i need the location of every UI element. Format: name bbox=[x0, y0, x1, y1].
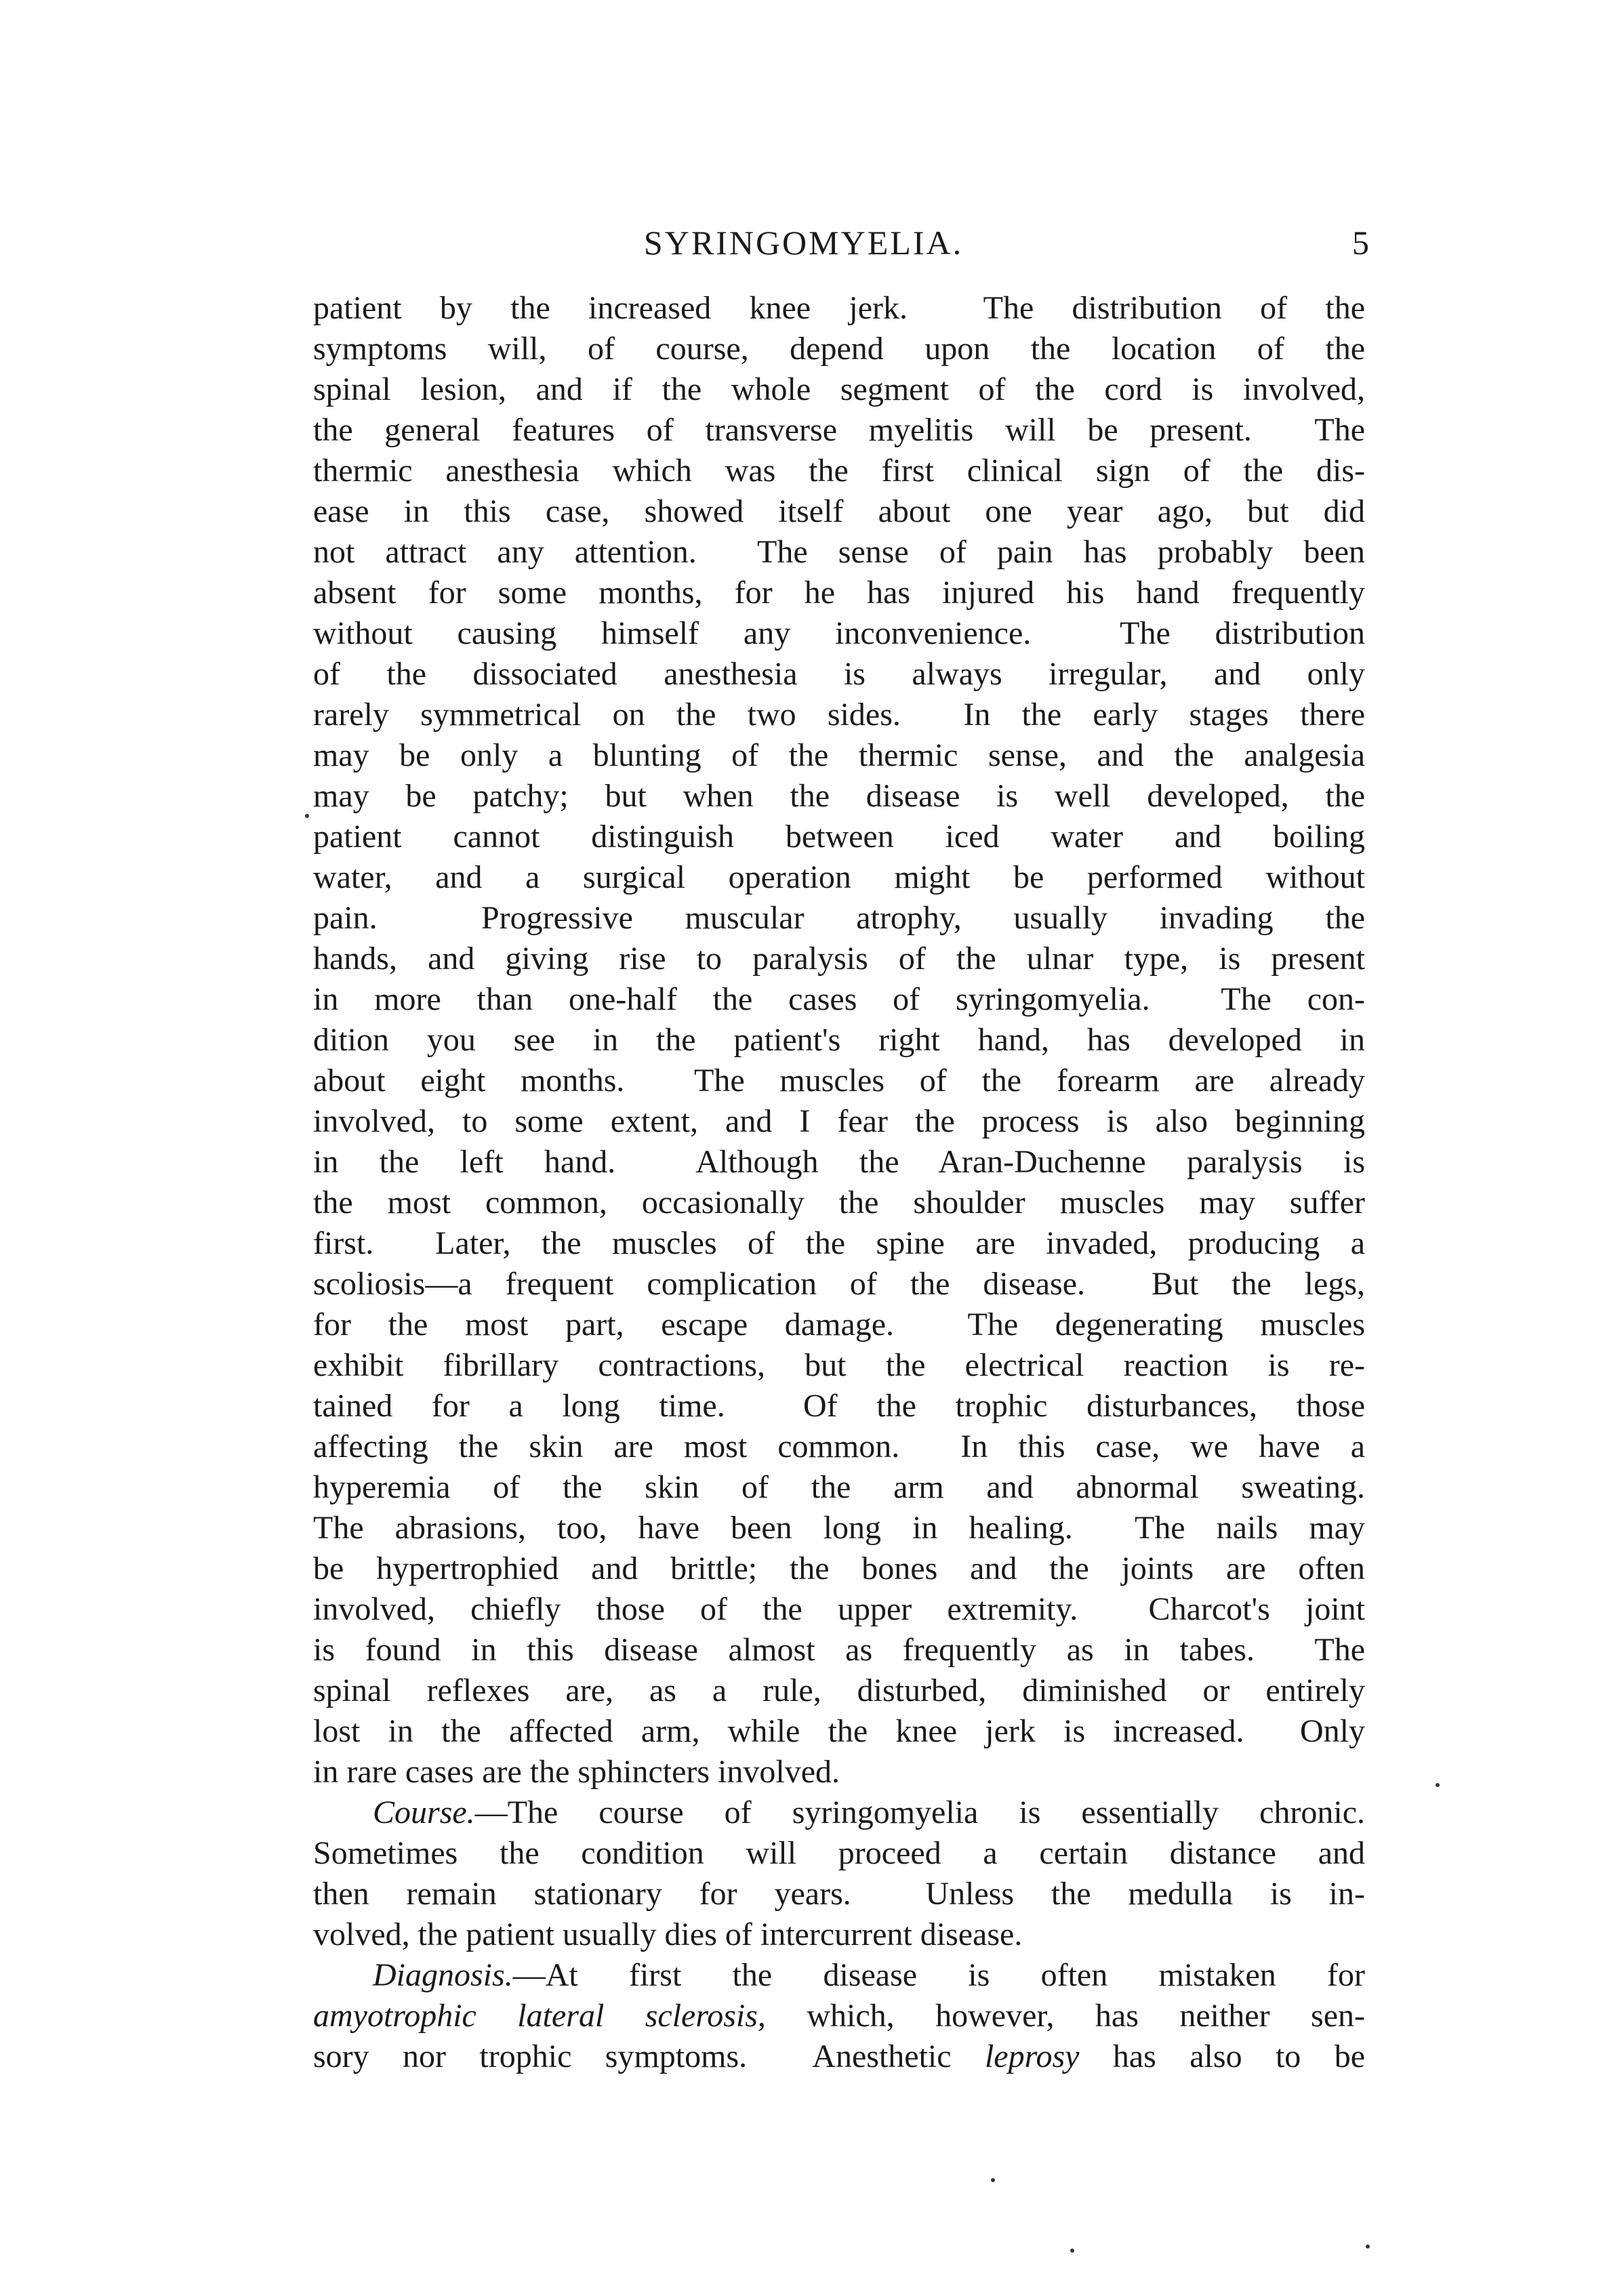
text-run: —The course of syringomyelia is essentially chronic. bbox=[474, 1795, 1365, 1830]
text-run: then remain stationary for years. Unless the medulla is in- bbox=[313, 1876, 1365, 1912]
text-line bbox=[313, 410, 1365, 451]
text-run: first. Later, the muscles of the spine are invaded, producing a bbox=[313, 1225, 1365, 1261]
italic-text-run: Course. bbox=[373, 1795, 475, 1830]
text-run: may be patchy; but when the disease is well developed, the bbox=[313, 778, 1365, 814]
italic-text-run: leprosy bbox=[984, 2038, 1080, 2074]
text-run: spinal reflexes are, as a rule, disturbed, diminished or entirely bbox=[313, 1673, 1365, 1708]
text-line bbox=[313, 735, 1365, 776]
text-run: not attract any attention. The sense of pain has probably been bbox=[313, 534, 1365, 570]
text-run: symptoms will, of course, depend upon the location of the bbox=[313, 331, 1365, 367]
text-line bbox=[313, 1955, 1365, 1996]
text-run: the general features of transverse myelitis will be present. The bbox=[313, 412, 1365, 448]
text-line bbox=[313, 532, 1365, 573]
body-text bbox=[313, 288, 1365, 2077]
text-line bbox=[313, 1508, 1365, 1549]
text-run: about eight months. The muscles of the forearm are already bbox=[313, 1063, 1365, 1099]
text-run: absent for some months, for he has injured his hand frequently bbox=[313, 575, 1365, 611]
text-run: patient by the increased knee jerk. The distribution of the bbox=[313, 290, 1365, 326]
text-line bbox=[313, 1792, 1365, 1833]
text-run: the most common, occasionally the shoulder muscles may suffer bbox=[313, 1185, 1365, 1221]
text-run: has also to be bbox=[1079, 2038, 1365, 2074]
text-run: in more than one-half the cases of syringomyelia. The con- bbox=[313, 981, 1365, 1017]
text-run: involved, to some extent, and I fear the process is also beginning bbox=[313, 1103, 1365, 1139]
text-run: tained for a long time. Of the trophic disturbances, those bbox=[313, 1388, 1365, 1424]
text-run: lost in the affected arm, while the knee jerk is increased. Only bbox=[313, 1713, 1365, 1749]
text-run: which, however, has neither sen- bbox=[765, 1998, 1365, 2034]
text-line bbox=[313, 1630, 1365, 1670]
text-run: without causing himself any inconvenience. The distribution bbox=[313, 615, 1365, 651]
text-run: affecting the skin are most common. In this case, we have a bbox=[313, 1429, 1365, 1464]
text-line bbox=[313, 1142, 1365, 1183]
text-line bbox=[313, 1305, 1365, 1345]
text-line bbox=[313, 1020, 1365, 1061]
text-run: for the most part, escape damage. The degenerating muscles bbox=[313, 1307, 1365, 1342]
text-run: of the dissociated anesthesia is always irregular, and only bbox=[313, 656, 1365, 692]
text-run: hyperemia of the skin of the arm and abnormal sweating. bbox=[313, 1469, 1365, 1505]
text-run: in the left hand. Although the Aran-Duchenne paralysis is bbox=[313, 1144, 1365, 1180]
text-line bbox=[313, 1264, 1365, 1305]
text-line bbox=[313, 1589, 1365, 1630]
text-line bbox=[313, 817, 1365, 857]
text-line bbox=[313, 1874, 1365, 1914]
text-run: —At first the disease is often mistaken for bbox=[512, 1957, 1365, 1993]
running-head bbox=[0, 216, 1607, 270]
text-line bbox=[313, 939, 1365, 979]
text-line bbox=[313, 329, 1365, 369]
text-run: be hypertrophied and brittle; the bones and the joints are often bbox=[313, 1551, 1365, 1586]
text-line bbox=[313, 369, 1365, 410]
text-run: pain. Progressive muscular atrophy, usually invading the bbox=[313, 900, 1365, 936]
text-run: involved, chiefly those of the upper extremity. Charcot's joint bbox=[313, 1591, 1365, 1627]
text-line bbox=[313, 491, 1365, 532]
text-run: dition you see in the patient's right hand, has developed in bbox=[313, 1022, 1365, 1058]
text-line bbox=[313, 1223, 1365, 1264]
text-line bbox=[313, 1427, 1365, 1467]
text-line bbox=[313, 1549, 1365, 1589]
text-line bbox=[313, 776, 1365, 817]
text-line bbox=[313, 1670, 1365, 1711]
page-number: 5 bbox=[1352, 224, 1369, 262]
text-line bbox=[313, 1711, 1365, 1752]
text-run: patient cannot distinguish between iced water and boiling bbox=[313, 819, 1365, 855]
italic-text-run: Diagnosis. bbox=[373, 1957, 513, 1993]
text-line bbox=[313, 1752, 1365, 1792]
text-line bbox=[313, 1914, 1365, 1955]
text-line bbox=[313, 1101, 1365, 1142]
text-line bbox=[313, 613, 1365, 654]
text-run: The abrasions, too, have been long in healing. The nails may bbox=[313, 1510, 1365, 1546]
text-line bbox=[313, 1345, 1365, 1386]
text-line bbox=[313, 1061, 1365, 1101]
text-run: spinal lesion, and if the whole segment of the cord is involved, bbox=[313, 371, 1365, 407]
text-line bbox=[313, 451, 1365, 491]
text-line bbox=[313, 288, 1365, 329]
text-run: sory nor trophic symptoms. Anesthetic bbox=[313, 2038, 985, 2074]
text-line bbox=[313, 695, 1365, 735]
text-run: water, and a surgical operation might be performed without bbox=[313, 859, 1365, 895]
text-run: ease in this case, showed itself about one year ago, but did bbox=[313, 493, 1365, 529]
text-run: hands, and giving rise to paralysis of the ulnar type, is present bbox=[313, 941, 1365, 977]
text-run: thermic anesthesia which was the first clinical sign of the dis- bbox=[313, 453, 1365, 489]
text-line bbox=[313, 1386, 1365, 1427]
text-run: volved, the patient usually dies of intercurrent disease. bbox=[313, 1916, 1023, 1952]
text-run: Sometimes the condition will proceed a certain distance and bbox=[313, 1835, 1365, 1871]
text-line bbox=[313, 898, 1365, 939]
text-run: in rare cases are the sphincters involved. bbox=[313, 1754, 840, 1790]
text-line bbox=[313, 2036, 1365, 2077]
text-line bbox=[313, 979, 1365, 1020]
text-run: is found in this disease almost as frequently as in tabes. The bbox=[313, 1632, 1365, 1668]
text-line bbox=[313, 1833, 1365, 1874]
text-run: exhibit fibrillary contractions, but the electrical reaction is re- bbox=[313, 1347, 1365, 1383]
text-line bbox=[313, 654, 1365, 695]
text-run: scoliosis—a frequent complication of the disease. But the legs, bbox=[313, 1266, 1365, 1302]
text-line bbox=[313, 1467, 1365, 1508]
italic-text-run: amyotrophic lateral sclerosis, bbox=[313, 1998, 766, 2034]
text-run: rarely symmetrical on the two sides. In the early stages there bbox=[313, 697, 1365, 733]
text-line bbox=[313, 1183, 1365, 1223]
text-line bbox=[313, 573, 1365, 613]
running-title: SYRINGOMYELIA. bbox=[643, 224, 964, 262]
text-line bbox=[313, 857, 1365, 898]
text-run: may be only a blunting of the thermic sense, and the analgesia bbox=[313, 737, 1365, 773]
text-line bbox=[313, 1996, 1365, 2036]
